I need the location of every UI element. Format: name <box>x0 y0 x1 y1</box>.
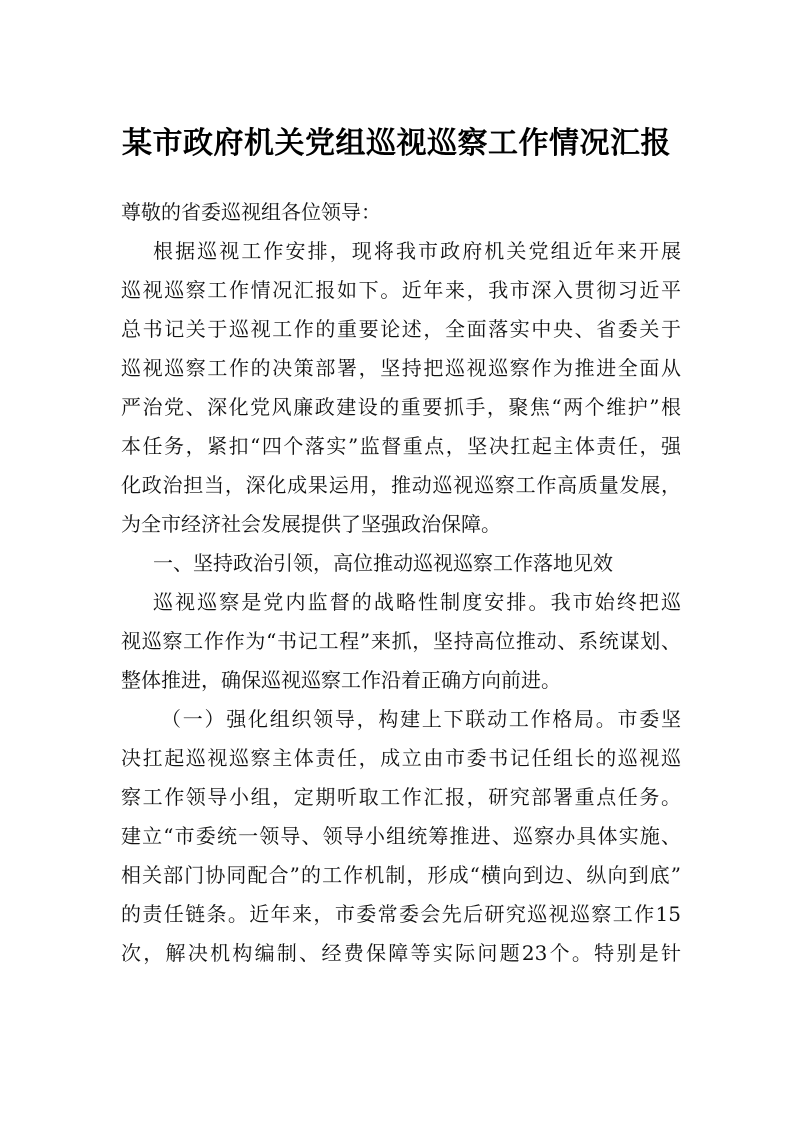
paragraph-line: 化政治担当，深化成果运用，推动巡视巡察工作高质量发展， <box>121 473 681 497</box>
paragraph-line: 巡视巡察工作的决策部署，坚持把巡视巡察作为推进全面从 <box>121 356 681 380</box>
document-body <box>121 193 681 973</box>
paragraph-line: 根据巡视工作安排，现将我市政府机关党组近年来开展 <box>153 239 681 263</box>
paragraph-line: 察工作领导小组，定期听取工作汇报，研究部署重点任务。 <box>121 785 681 809</box>
paragraph-line: 巡视巡察工作情况汇报如下。近年来，我市深入贯彻习近平 <box>121 278 681 302</box>
document-title: 某市政府机关党组巡视巡察工作情况汇报 <box>122 126 671 161</box>
paragraph-line: 巡视巡察是党内监督的战略性制度安排。我市始终把巡 <box>153 590 681 614</box>
paragraph-line: 视巡察工作作为“书记工程”来抓，坚持高位推动、系统谋划、 <box>121 629 681 653</box>
paragraph-line: 整体推进，确保巡视巡察工作沿着正确方向前进。 <box>121 668 561 692</box>
paragraph-line: 的责任链条。近年来，市委常委会先后研究巡视巡察工作15 <box>121 902 681 926</box>
subsection-line: （一）强化组织领导，构建上下联动工作格局。市委坚 <box>161 707 681 731</box>
paragraph-line: 严治党、深化党风廉政建设的重要抓手，聚焦“两个维护”根 <box>121 395 681 419</box>
paragraph-line: 建立“市委统一领导、领导小组统筹推进、巡察办具体实施、 <box>121 824 681 848</box>
section-heading: 一、坚持政治引领，高位推动巡视巡察工作落地见效 <box>153 551 613 575</box>
paragraph-line: 决扛起巡视巡察主体责任，成立由市委书记任组长的巡视巡 <box>121 746 681 770</box>
paragraph-line: 次，解决机构编制、经费保障等实际问题23个。特别是针 <box>121 941 681 965</box>
paragraph-line: 相关部门协同配合”的工作机制，形成“横向到边、纵向到底” <box>121 863 681 887</box>
paragraph-line: 总书记关于巡视工作的重要论述，全面落实中央、省委关于 <box>121 317 681 341</box>
paragraph-line: 为全市经济社会发展提供了坚强政治保障。 <box>121 512 501 536</box>
salutation-line: 尊敬的省委巡视组各位领导： <box>121 200 381 224</box>
paragraph-line: 本任务，紧扣“四个落实”监督重点，坚决扛起主体责任，强 <box>121 434 681 458</box>
